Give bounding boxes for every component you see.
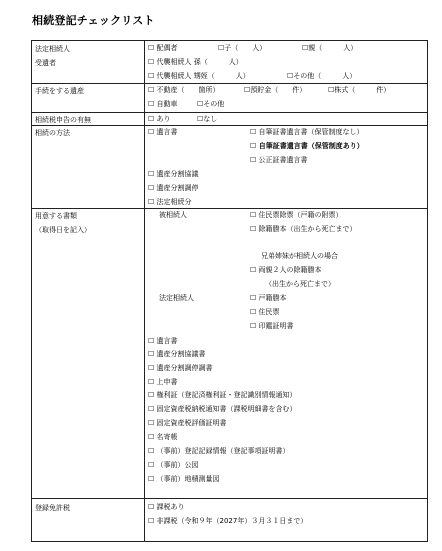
checkbox-child[interactable]: ☐子（ 人）: [218, 44, 267, 52]
checkbox-doc-name-register[interactable]: ☐ 名寄帳: [148, 433, 178, 441]
label-assets: 手続をする遺産: [35, 87, 84, 95]
checkbox-doc-survey-map[interactable]: ☐ （事前）地積測量図: [148, 475, 220, 483]
checkbox-heir-other[interactable]: ☐その他（ 人）: [287, 72, 357, 80]
row-divider: [32, 208, 427, 209]
label-beneficiaries: 受遺者: [35, 59, 56, 67]
checkbox-family-register[interactable]: ☐ 戸籍謄本: [250, 294, 287, 302]
label-tax-return: 相続税申告の有無: [35, 116, 91, 124]
checkbox-doc-statement[interactable]: ☐ 上申書: [148, 378, 178, 386]
checkbox-deposits[interactable]: ☐預貯金（ 件）: [244, 86, 307, 94]
checkbox-seal-certificate[interactable]: ☐ 印鑑証明書: [250, 322, 294, 330]
row-divider: [32, 125, 427, 126]
label-method: 相続の方法: [35, 129, 70, 137]
checkbox-holographic-will-storage[interactable]: ☐ 自筆証書遺言書（保管制度あり）: [250, 142, 364, 150]
checklist-table: [31, 40, 428, 542]
checkbox-doc-cadastral-map[interactable]: ☐ （事前）公図: [148, 461, 199, 469]
checkbox-doc-title-certificate[interactable]: ☐ 権利証（登記済権利証・登記識別情報通知）: [148, 391, 297, 399]
row-divider: [32, 83, 427, 84]
checkbox-parents-register[interactable]: ☐ 両親２人の除籍謄本: [250, 266, 322, 274]
note-birth-to-death: （出生から死亡まで）: [265, 280, 335, 288]
checkbox-doc-tax-notice[interactable]: ☐ 固定資産税納税通知書（課税明細書を含む）: [148, 405, 297, 413]
checkbox-division-mediation[interactable]: ☐ 遺産分割調停: [148, 184, 199, 192]
page-title: 相続登記チェックリスト: [32, 14, 155, 27]
checkbox-non-taxable[interactable]: ☐ 非課税（令和９年（2027年）３月３１日まで）: [148, 517, 308, 525]
checkbox-parent[interactable]: ☐親（ 人）: [302, 44, 358, 52]
checkbox-holographic-will-no-storage[interactable]: ☐ 自筆証書遺言書（保管制度なし）: [250, 128, 364, 136]
checkbox-removed-register[interactable]: ☐ 除籍謄本（出生から死亡まで）: [250, 225, 357, 233]
checkbox-car[interactable]: ☐ 自動車: [148, 100, 178, 108]
checkbox-doc-will[interactable]: ☐ 遺言書: [148, 337, 178, 345]
checkbox-doc-registry-info[interactable]: ☐ （事前）登記記録情報（登記事項証明書）: [148, 447, 290, 455]
checkbox-stocks[interactable]: ☐株式（ 件）: [328, 86, 391, 94]
checkbox-division-agreement[interactable]: ☐ 遺産分割協議: [148, 170, 199, 178]
note-siblings: 兄弟姉妹が相続人の場合: [261, 252, 338, 260]
checkbox-statutory-share[interactable]: ☐ 法定相続分: [148, 198, 192, 206]
checkbox-asset-other[interactable]: ☐その他: [197, 100, 225, 108]
subheading-heirs: 法定相続人: [159, 294, 194, 302]
checkbox-real-estate[interactable]: ☐ 不動産（ 箇所）: [148, 86, 220, 94]
row-divider: [32, 112, 427, 113]
checkbox-resident-record[interactable]: ☐ 住民票除票（戸籍の附票）: [250, 211, 343, 219]
checkbox-grandchild[interactable]: ☐ 代襲相続人 孫（ 人）: [148, 58, 243, 66]
checkbox-doc-valuation-certificate[interactable]: ☐ 固定資産税評価証明書: [148, 419, 227, 427]
checkbox-notarized-will[interactable]: ☐ 公正証書遺言書: [250, 156, 308, 164]
checkbox-tax-yes[interactable]: ☐ あり: [148, 115, 171, 123]
label-documents: 用意する書類: [35, 212, 77, 220]
row-divider: [32, 498, 427, 499]
checkbox-resident-card[interactable]: ☐ 住民票: [250, 308, 280, 316]
checkbox-spouse[interactable]: ☐ 配偶者: [148, 44, 178, 52]
subheading-decedent: 被相続人: [159, 211, 187, 219]
checkbox-doc-division-agreement[interactable]: ☐ 遺産分割協議書: [148, 350, 206, 358]
label-heirs: 法定相続人: [35, 45, 70, 53]
label-documents-note: （取得日を記入）: [35, 226, 91, 234]
checkbox-nephew[interactable]: ☐ 代襲相続人 甥姪（ 人）: [148, 72, 250, 80]
label-registration-tax: 登録免許税: [35, 504, 70, 512]
checkbox-tax-no[interactable]: ☐なし: [197, 115, 218, 123]
column-divider: [144, 41, 145, 541]
checkbox-taxable[interactable]: ☐ 課税あり: [148, 503, 185, 511]
checkbox-will[interactable]: ☐ 遺言書: [148, 128, 178, 136]
checkbox-doc-mediation-record[interactable]: ☐ 遺産分割調停調書: [148, 364, 213, 372]
